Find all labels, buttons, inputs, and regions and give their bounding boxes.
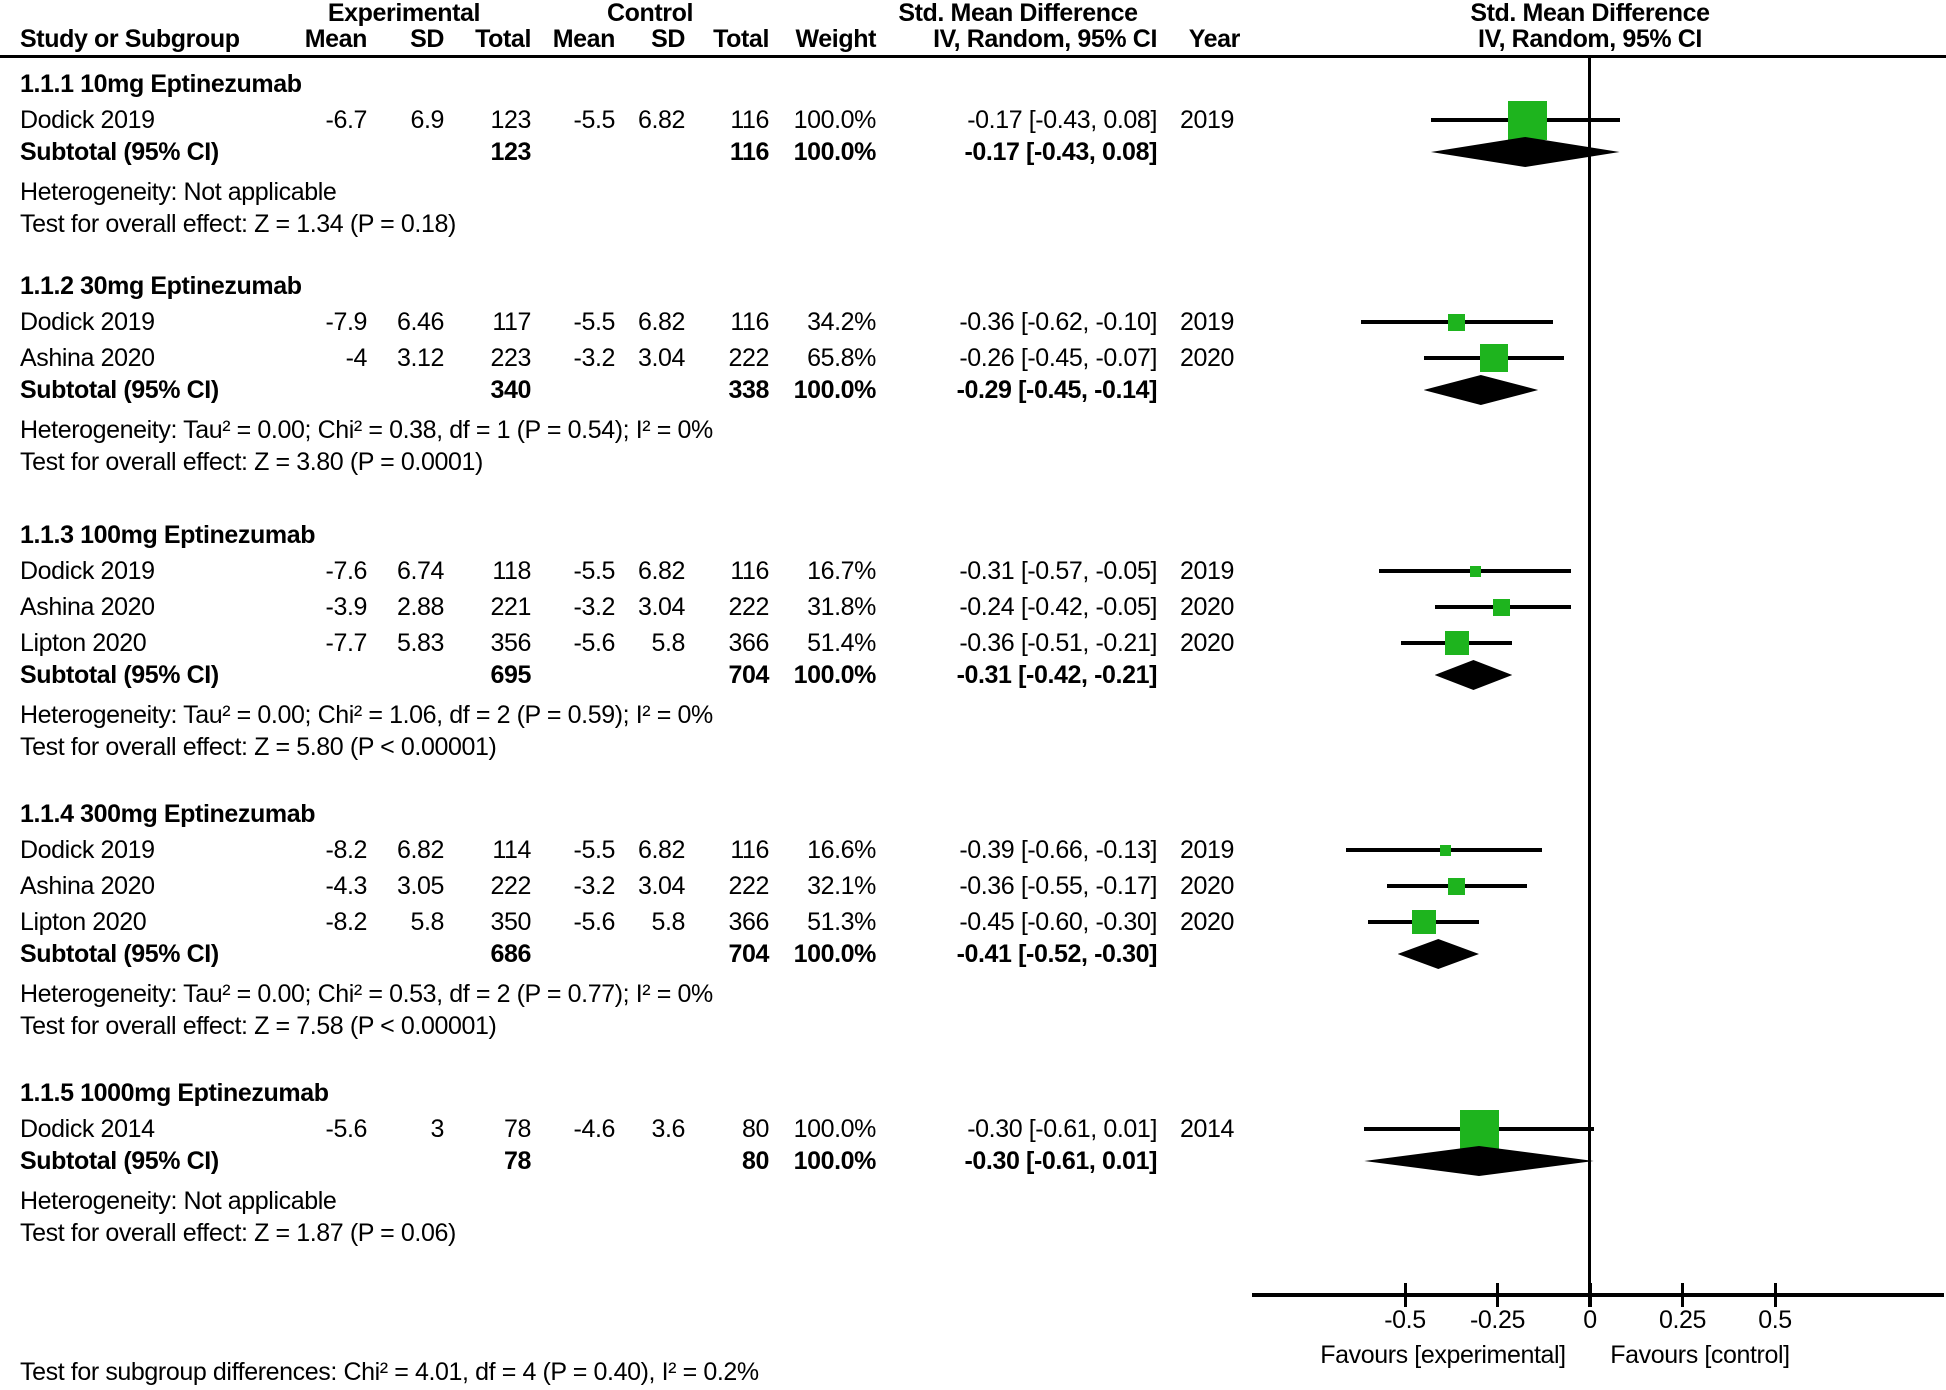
cell-sd_c-study: 3.6 (651, 1115, 685, 1143)
cell-year-study: 2019 (1179, 106, 1234, 134)
header-group-control: Control (606, 0, 694, 27)
axis-tick-label: -0.25 (1470, 1306, 1525, 1334)
cell-mean_e-study: -8.2 (325, 908, 367, 936)
subtotal-diamond (1424, 375, 1539, 405)
cell-weight-study: 16.6% (807, 836, 876, 864)
cell-total_c-subtotal: 704 (728, 661, 769, 689)
cell-mean_c-study: -5.5 (573, 836, 615, 864)
cell-mean_c-study: -5.6 (573, 629, 615, 657)
header-col-mean-ctl: Mean (552, 25, 615, 53)
cell-sd_e-study: 6.82 (396, 836, 444, 864)
study-name: Lipton 2020 (20, 908, 147, 936)
cell-total_e-study: 356 (490, 629, 531, 657)
cell-sd_c-study: 3.04 (637, 872, 685, 900)
subgroup-title: 1.1.1 10mg Eptinezumab (20, 70, 302, 98)
cell-total_c-subtotal: 116 (729, 138, 769, 166)
header-col-study: Study or Subgroup (20, 25, 240, 53)
favours-experimental-label: Favours [experimental] (1320, 1341, 1566, 1369)
effect-square-marker (1412, 910, 1436, 934)
cell-ci-subtotal: -0.31 [-0.42, -0.21] (956, 661, 1157, 689)
axis-tick (1774, 1283, 1777, 1307)
study-name: Dodick 2019 (20, 557, 155, 585)
cell-total_e-study: 117 (492, 308, 531, 336)
cell-ci-study: -0.36 [-0.51, -0.21] (959, 629, 1157, 657)
cell-sd_c-study: 3.04 (637, 344, 685, 372)
effect-square-marker (1440, 845, 1451, 856)
cell-ci-study: -0.17 [-0.43, 0.08] (967, 106, 1157, 134)
header-col-total-exp: Total (475, 25, 531, 53)
heterogeneity-text: Heterogeneity: Tau² = 0.00; Chi² = 1.06, df = 2 (P = 0.59); I² = 0% (20, 701, 713, 729)
effect-square-marker (1445, 631, 1469, 655)
header-group-experimental: Experimental (327, 0, 481, 27)
header-col-sd-ctl: SD (651, 25, 685, 53)
cell-total_c-study: 366 (728, 908, 769, 936)
cell-sd_e-study: 3.05 (396, 872, 444, 900)
subtotal-diamond (1431, 137, 1620, 167)
cell-total_c-study: 222 (728, 344, 769, 372)
cell-weight-subtotal: 100.0% (793, 661, 876, 689)
study-name: Lipton 2020 (20, 629, 147, 657)
cell-sd_c-study: 6.82 (637, 557, 685, 585)
cell-weight-subtotal: 100.0% (793, 138, 876, 166)
subgroup-title: 1.1.3 100mg Eptinezumab (20, 521, 316, 549)
cell-mean_e-study: -7.7 (325, 629, 367, 657)
cell-year-study: 2019 (1179, 557, 1234, 585)
subtotal-label: Subtotal (95% CI) (20, 376, 219, 404)
axis-tick-label: -0.5 (1384, 1306, 1426, 1334)
header-effect-left: Std. Mean Difference (898, 0, 1138, 27)
subtotal-diamond (1398, 939, 1479, 969)
cell-year-study: 2019 (1179, 308, 1234, 336)
axis-line (1252, 1293, 1944, 1297)
header-col-ci-right: IV, Random, 95% CI (1478, 25, 1702, 53)
cell-total_c-subtotal: 80 (741, 1147, 769, 1175)
overall-effect-text: Test for overall effect: Z = 1.34 (P = 0.18) (20, 210, 456, 238)
cell-ci-subtotal: -0.29 [-0.45, -0.14] (956, 376, 1157, 404)
cell-mean_e-study: -4 (345, 344, 367, 372)
cell-total_e-study: 350 (490, 908, 531, 936)
cell-weight-study: 31.8% (807, 593, 876, 621)
cell-mean_c-study: -4.6 (573, 1115, 615, 1143)
study-name: Ashina 2020 (20, 593, 155, 621)
cell-sd_e-study: 6.46 (396, 308, 444, 336)
subgroup-difference-test: Test for subgroup differences: Chi² = 4.01, df = 4 (P = 0.40), I² = 0.2% (20, 1358, 759, 1386)
cell-sd_c-study: 6.82 (637, 308, 685, 336)
cell-weight-subtotal: 100.0% (793, 940, 876, 968)
cell-weight-study: 100.0% (793, 106, 876, 134)
favours-control-label: Favours [control] (1610, 1341, 1790, 1369)
header-col-mean-exp: Mean (304, 25, 367, 53)
cell-mean_e-study: -5.6 (325, 1115, 367, 1143)
cell-ci-study: -0.24 [-0.42, -0.05] (959, 593, 1157, 621)
cell-mean_e-study: -7.9 (325, 308, 367, 336)
cell-total_c-subtotal: 338 (728, 376, 769, 404)
cell-ci-study: -0.31 [-0.57, -0.05] (959, 557, 1157, 585)
subgroup-title: 1.1.4 300mg Eptinezumab (20, 800, 316, 828)
cell-ci-subtotal: -0.41 [-0.52, -0.30] (956, 940, 1157, 968)
heterogeneity-text: Heterogeneity: Not applicable (20, 178, 337, 206)
study-name: Dodick 2014 (20, 1115, 155, 1143)
header-col-weight: Weight (795, 25, 876, 53)
heterogeneity-text: Heterogeneity: Tau² = 0.00; Chi² = 0.38, df = 1 (P = 0.54); I² = 0% (20, 416, 713, 444)
cell-total_c-study: 116 (730, 557, 769, 585)
cell-total_e-study: 78 (503, 1115, 531, 1143)
cell-sd_c-study: 6.82 (637, 106, 685, 134)
cell-weight-study: 16.7% (807, 557, 876, 585)
axis-tick-label: 0.25 (1658, 1306, 1707, 1334)
subtotal-label: Subtotal (95% CI) (20, 661, 219, 689)
subgroup-title: 1.1.2 30mg Eptinezumab (20, 272, 302, 300)
cell-sd_e-study: 3.12 (396, 344, 444, 372)
cell-mean_c-study: -5.5 (573, 557, 615, 585)
cell-year-study: 2020 (1179, 344, 1234, 372)
overall-effect-text: Test for overall effect: Z = 1.87 (P = 0.06) (20, 1219, 456, 1247)
cell-mean_e-study: -7.6 (325, 557, 367, 585)
overall-effect-text: Test for overall effect: Z = 5.80 (P < 0.00001) (20, 733, 497, 761)
cell-total_e-subtotal: 686 (490, 940, 531, 968)
cell-total_e-study: 222 (490, 872, 531, 900)
cell-weight-study: 65.8% (807, 344, 876, 372)
effect-square-marker (1470, 566, 1481, 577)
effect-square-marker (1448, 878, 1465, 895)
cell-total_c-study: 366 (728, 629, 769, 657)
cell-mean_c-study: -5.5 (573, 308, 615, 336)
cell-year-study: 2020 (1179, 872, 1234, 900)
header-col-year: Year (1188, 25, 1240, 53)
effect-square-marker (1460, 1110, 1499, 1149)
study-name: Dodick 2019 (20, 106, 155, 134)
study-name: Ashina 2020 (20, 872, 155, 900)
heterogeneity-text: Heterogeneity: Tau² = 0.00; Chi² = 0.53, df = 2 (P = 0.77); I² = 0% (20, 980, 713, 1008)
cell-weight-study: 51.3% (807, 908, 876, 936)
header-col-sd-exp: SD (410, 25, 444, 53)
cell-total_e-study: 114 (492, 836, 531, 864)
cell-sd_e-study: 2.88 (396, 593, 444, 621)
heterogeneity-text: Heterogeneity: Not applicable (20, 1187, 337, 1215)
header-rule (0, 55, 1946, 58)
axis-tick-label: 0 (1583, 1306, 1597, 1334)
cell-year-study: 2020 (1179, 593, 1234, 621)
cell-ci-study: -0.45 [-0.60, -0.30] (959, 908, 1157, 936)
cell-sd_e-study: 5.83 (396, 629, 444, 657)
cell-total_e-study: 221 (490, 593, 531, 621)
cell-sd_e-study: 6.9 (410, 106, 444, 134)
cell-mean_e-study: -6.7 (325, 106, 367, 134)
cell-total_e-subtotal: 78 (503, 1147, 531, 1175)
overall-effect-text: Test for overall effect: Z = 3.80 (P = 0.0001) (20, 448, 483, 476)
subtotal-label: Subtotal (95% CI) (20, 940, 219, 968)
cell-total_e-study: 123 (490, 106, 531, 134)
cell-sd_c-study: 5.8 (651, 908, 685, 936)
cell-ci-study: -0.26 [-0.45, -0.07] (959, 344, 1157, 372)
cell-ci-study: -0.39 [-0.66, -0.13] (959, 836, 1157, 864)
cell-weight-study: 51.4% (807, 629, 876, 657)
subtotal-diamond (1364, 1146, 1593, 1176)
effect-square-marker (1493, 599, 1510, 616)
cell-sd_c-study: 6.82 (637, 836, 685, 864)
cell-year-study: 2014 (1179, 1115, 1234, 1143)
overall-effect-text: Test for overall effect: Z = 7.58 (P < 0.00001) (20, 1012, 497, 1040)
axis-tick (1496, 1283, 1499, 1307)
cell-total_e-subtotal: 340 (490, 376, 531, 404)
cell-total_e-study: 118 (492, 557, 531, 585)
cell-total_c-study: 80 (741, 1115, 769, 1143)
cell-weight-subtotal: 100.0% (793, 1147, 876, 1175)
cell-total_e-subtotal: 695 (490, 661, 531, 689)
cell-weight-study: 34.2% (807, 308, 876, 336)
cell-total_c-study: 116 (730, 106, 769, 134)
cell-total_c-subtotal: 704 (728, 940, 769, 968)
cell-mean_e-study: -4.3 (325, 872, 367, 900)
cell-ci-study: -0.30 [-0.61, 0.01] (967, 1115, 1157, 1143)
cell-ci-study: -0.36 [-0.55, -0.17] (959, 872, 1157, 900)
cell-mean_e-study: -3.9 (325, 593, 367, 621)
cell-sd_e-study: 6.74 (396, 557, 444, 585)
study-name: Dodick 2019 (20, 836, 155, 864)
cell-total_c-study: 116 (730, 308, 769, 336)
cell-weight-study: 100.0% (793, 1115, 876, 1143)
axis-tick (1404, 1283, 1407, 1307)
cell-sd_c-study: 5.8 (651, 629, 685, 657)
cell-total_e-study: 223 (490, 344, 531, 372)
study-name: Dodick 2019 (20, 308, 155, 336)
cell-sd_c-study: 3.04 (637, 593, 685, 621)
subtotal-diamond (1435, 660, 1513, 690)
cell-mean_c-study: -5.5 (573, 106, 615, 134)
cell-mean_c-study: -3.2 (573, 593, 615, 621)
cell-ci-study: -0.36 [-0.62, -0.10] (959, 308, 1157, 336)
cell-ci-subtotal: -0.17 [-0.43, 0.08] (964, 138, 1157, 166)
cell-total_c-study: 116 (730, 836, 769, 864)
header-col-ci-left: IV, Random, 95% CI (933, 25, 1157, 53)
subgroup-title: 1.1.5 1000mg Eptinezumab (20, 1079, 329, 1107)
cell-ci-subtotal: -0.30 [-0.61, 0.01] (964, 1147, 1157, 1175)
study-name: Ashina 2020 (20, 344, 155, 372)
subtotal-label: Subtotal (95% CI) (20, 138, 219, 166)
cell-sd_e-study: 5.8 (410, 908, 444, 936)
cell-mean_c-study: -5.6 (573, 908, 615, 936)
cell-mean_c-study: -3.2 (573, 872, 615, 900)
effect-square-marker (1480, 344, 1508, 372)
cell-year-study: 2019 (1179, 836, 1234, 864)
cell-sd_e-study: 3 (430, 1115, 444, 1143)
header-effect-right: Std. Mean Difference (1470, 0, 1710, 27)
cell-total_e-subtotal: 123 (490, 138, 531, 166)
cell-weight-study: 32.1% (807, 872, 876, 900)
zero-line (1588, 58, 1591, 1307)
subtotal-label: Subtotal (95% CI) (20, 1147, 219, 1175)
cell-total_c-study: 222 (728, 593, 769, 621)
cell-total_c-study: 222 (728, 872, 769, 900)
cell-year-study: 2020 (1179, 908, 1234, 936)
effect-square-marker (1448, 314, 1465, 331)
cell-year-study: 2020 (1179, 629, 1234, 657)
axis-tick-label: 0.5 (1758, 1306, 1792, 1334)
cell-weight-subtotal: 100.0% (793, 376, 876, 404)
cell-mean_e-study: -8.2 (325, 836, 367, 864)
axis-tick (1589, 1283, 1592, 1307)
header-col-total-ctl: Total (713, 25, 769, 53)
cell-mean_c-study: -3.2 (573, 344, 615, 372)
axis-tick (1681, 1283, 1684, 1307)
effect-square-marker (1508, 101, 1547, 140)
